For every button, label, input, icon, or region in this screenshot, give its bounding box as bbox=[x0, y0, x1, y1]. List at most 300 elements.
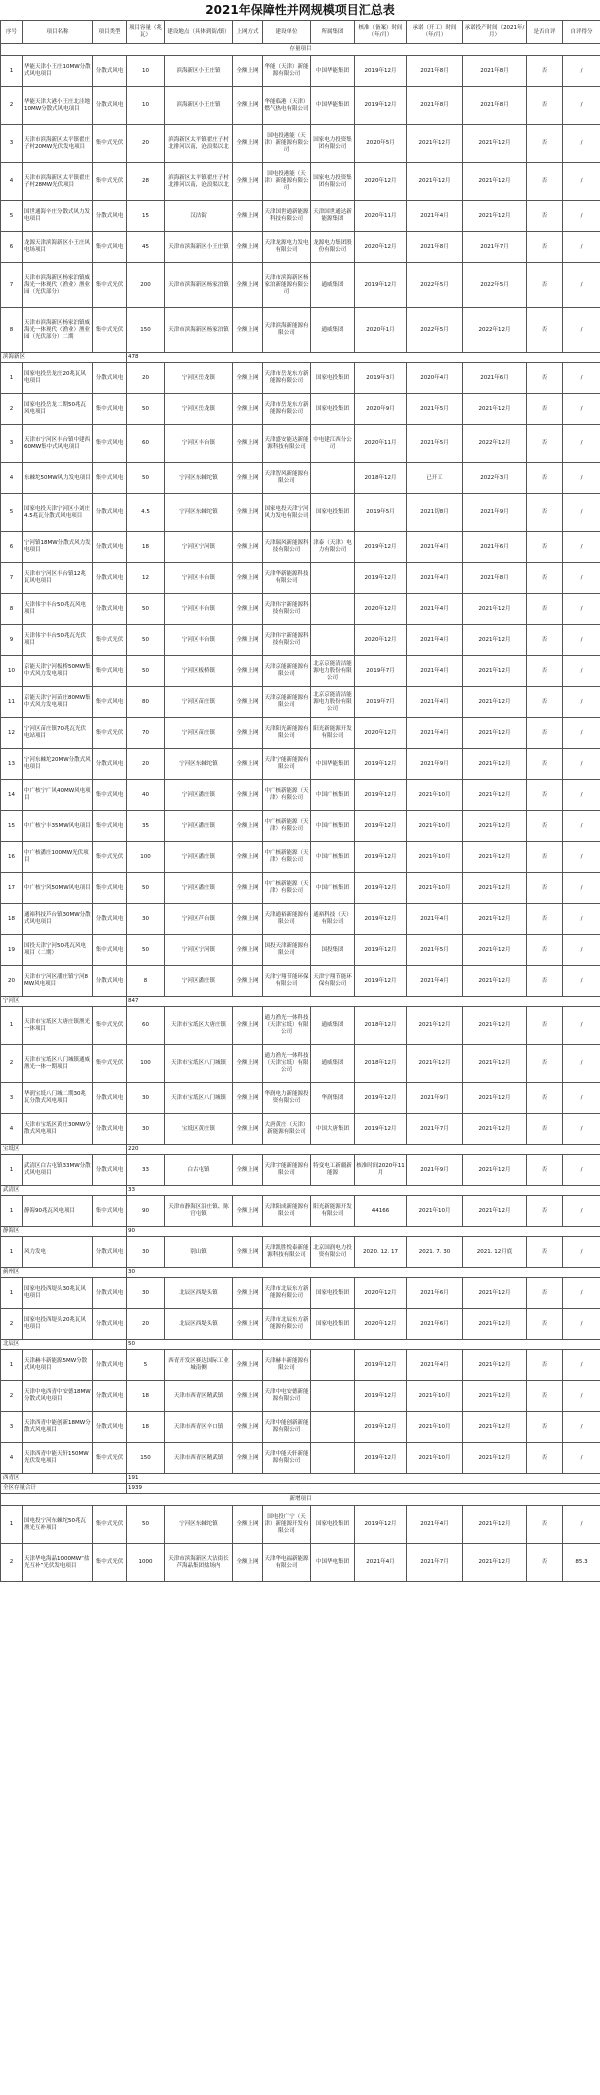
table-cell bbox=[311, 563, 355, 594]
region-subtotal-row bbox=[1, 1484, 600, 1494]
table-cell: 天津市岳龙东方新能源有限公司 bbox=[263, 363, 311, 394]
table-cell: 1 bbox=[1, 1350, 23, 1381]
table-cell: 60 bbox=[127, 1007, 165, 1045]
table-cell: 中国广核集团 bbox=[311, 842, 355, 873]
table-cell: 2022年3月 bbox=[463, 463, 527, 494]
table-cell: 天津伟宇丰台50兆瓦风电项目 bbox=[23, 594, 93, 625]
table-cell: 全额上网 bbox=[233, 425, 263, 463]
table-row bbox=[1, 1114, 600, 1145]
table-cell: / bbox=[563, 163, 600, 201]
table-cell: / bbox=[563, 904, 600, 935]
table-cell: / bbox=[563, 201, 600, 232]
table-cell: 国家电投西堤头30兆瓦风电项目 bbox=[23, 1278, 93, 1309]
table-cell: 2021年4月 bbox=[407, 1350, 463, 1381]
table-cell: 集中式风电 bbox=[93, 873, 127, 904]
column-header: 建设单位 bbox=[263, 21, 311, 44]
table-cell: 2021年10月 bbox=[407, 1443, 463, 1474]
table-cell: 华能天津大港小王庄北洼地10MW分散式风电项目 bbox=[23, 87, 93, 125]
table-cell: 2021年7月 bbox=[407, 1114, 463, 1145]
table-cell: 核准时间2020年11月 bbox=[355, 1155, 407, 1186]
table-row bbox=[1, 780, 600, 811]
table-cell: 天津市滨海新区杨家泊新能源有限公司 bbox=[263, 263, 311, 308]
table-cell: 否 bbox=[527, 1350, 563, 1381]
table-cell: 集中式风电 bbox=[93, 811, 127, 842]
table-cell: 2021年6月 bbox=[463, 532, 527, 563]
table-cell: 全额上网 bbox=[233, 532, 263, 563]
table-cell: 天津阳成新能源有限公司 bbox=[263, 1196, 311, 1227]
table-cell: 否 bbox=[527, 263, 563, 308]
table-cell: 中国华能集团 bbox=[311, 749, 355, 780]
table-cell: 2021年12月 bbox=[463, 966, 527, 997]
table-row bbox=[1, 1155, 600, 1186]
table-row bbox=[1, 811, 600, 842]
table-cell: / bbox=[563, 56, 600, 87]
table-row bbox=[1, 1381, 600, 1412]
table-cell: 2018年12月 bbox=[355, 463, 407, 494]
table-row bbox=[1, 425, 600, 463]
table-cell: 天津市宁河区潘庄镇宁河8MW风电项目 bbox=[23, 966, 93, 997]
table-cell: 30 bbox=[127, 1114, 165, 1145]
table-cell: 全额上网 bbox=[233, 463, 263, 494]
table-cell: 北辰区西堤头镇 bbox=[165, 1309, 233, 1340]
table-cell: 90 bbox=[127, 1196, 165, 1227]
table-cell: 宁河区芦台镇 bbox=[165, 904, 233, 935]
table-cell: 全额上网 bbox=[233, 1278, 263, 1309]
table-cell: 8 bbox=[1, 308, 23, 353]
table-cell: 集中式光伏 bbox=[93, 842, 127, 873]
table-cell: 否 bbox=[527, 1155, 563, 1186]
table-cell: 否 bbox=[527, 780, 563, 811]
table-cell: 分散式风电 bbox=[93, 904, 127, 935]
table-cell: 全额上网 bbox=[233, 1309, 263, 1340]
column-header: 建设地点（具体到街/镇） bbox=[165, 21, 233, 44]
table-cell: / bbox=[563, 811, 600, 842]
table-cell: 12 bbox=[1, 718, 23, 749]
table-cell: 2021年10月 bbox=[407, 1381, 463, 1412]
table-cell: 全额上网 bbox=[233, 687, 263, 718]
table-cell: 35 bbox=[127, 811, 165, 842]
table-cell: 集中式风电 bbox=[93, 232, 127, 263]
table-cell: 大唐黄庄（天津）新能源有限公司 bbox=[263, 1114, 311, 1145]
table-cell: / bbox=[563, 842, 600, 873]
table-cell: 否 bbox=[527, 1506, 563, 1544]
table-cell: 分散式风电 bbox=[93, 1278, 127, 1309]
table-cell: 集中式风电 bbox=[93, 935, 127, 966]
table-cell: 全额上网 bbox=[233, 563, 263, 594]
table-cell: 6 bbox=[1, 232, 23, 263]
table-cell: 2021年9月 bbox=[407, 1083, 463, 1114]
table-cell: 分散式风电 bbox=[93, 1381, 127, 1412]
table-cell: 中国华能集团 bbox=[311, 56, 355, 87]
table-cell: 2021年12月 bbox=[463, 163, 527, 201]
table-cell: 2 bbox=[1, 1544, 23, 1582]
table-cell: 宁河区岳龙镇 bbox=[165, 394, 233, 425]
table-cell: 全额上网 bbox=[233, 811, 263, 842]
table-cell: 北京京能清洁能源电力股份有限公司 bbox=[311, 687, 355, 718]
header-row bbox=[1, 21, 600, 44]
table-cell: 2020年11月 bbox=[355, 201, 407, 232]
table-cell: 宁河区丰台镇 bbox=[165, 625, 233, 656]
table-cell: 阳光新能源开发有限公司 bbox=[311, 1196, 355, 1227]
table-cell: 2019年3月 bbox=[355, 363, 407, 394]
table-row bbox=[1, 1083, 600, 1114]
table-cell: 2021年4月 bbox=[407, 904, 463, 935]
table-cell: 静海90兆瓦风电项目 bbox=[23, 1196, 93, 1227]
table-cell: 2021年12月 bbox=[463, 625, 527, 656]
table-cell: 集中式风电 bbox=[93, 1196, 127, 1227]
table-cell: 否 bbox=[527, 56, 563, 87]
table-cell: 集中式光伏 bbox=[93, 1045, 127, 1083]
table-cell: 天津市宝坻区八门城镇通威渔光一体一期项目 bbox=[23, 1045, 93, 1083]
table-cell: 宁河区东棘坨镇 bbox=[165, 1506, 233, 1544]
table-cell: 天津市北辰东方新能源有限公司 bbox=[263, 1309, 311, 1340]
table-cell: 全额上网 bbox=[233, 935, 263, 966]
table-cell: 国投天津宁河50兆瓦风电项目（二期） bbox=[23, 935, 93, 966]
table-cell: 国家电投天津宁河区小刘庄4.5兆瓦分散式风电项目 bbox=[23, 494, 93, 532]
table-cell: 2021年12月 bbox=[407, 163, 463, 201]
table-cell: 分散式风电 bbox=[93, 749, 127, 780]
table-cell: 11 bbox=[1, 687, 23, 718]
table-cell: / bbox=[563, 494, 600, 532]
table-cell: / bbox=[563, 935, 600, 966]
table-cell: 天津市静海区沿庄镇、陈官屯镇 bbox=[165, 1196, 233, 1227]
table-cell: 全额上网 bbox=[233, 1114, 263, 1145]
table-cell: 否 bbox=[527, 904, 563, 935]
table-cell: 北辰区西堤头镇 bbox=[165, 1278, 233, 1309]
table-cell: / bbox=[563, 363, 600, 394]
table-cell: 否 bbox=[527, 394, 563, 425]
table-cell: 2021年12月 bbox=[463, 1506, 527, 1544]
table-cell: 2018年12月 bbox=[355, 1007, 407, 1045]
table-cell: 5 bbox=[127, 1350, 165, 1381]
table-cell: 天津市宝坻区大唐庄镇 bbox=[165, 1007, 233, 1045]
table-cell: 8 bbox=[1, 594, 23, 625]
table-cell: 30 bbox=[127, 1237, 165, 1268]
table-cell: 通裕科技芦台镇30MW分散式风电项目 bbox=[23, 904, 93, 935]
table-cell: 3 bbox=[1, 1412, 23, 1443]
table-cell: 7 bbox=[1, 263, 23, 308]
table-cell: / bbox=[563, 1196, 600, 1227]
table-cell: 否 bbox=[527, 1196, 563, 1227]
table-cell: 国电投港能（天津）新能源有限公司 bbox=[263, 163, 311, 201]
table-cell: 2021年12月 bbox=[463, 935, 527, 966]
table-cell: 天津凯胜悦泰新能源科技有限公司 bbox=[263, 1237, 311, 1268]
table-cell: 全额上网 bbox=[233, 308, 263, 353]
table-cell: 否 bbox=[527, 425, 563, 463]
table-cell: 中国大唐集团 bbox=[311, 1114, 355, 1145]
table-cell: / bbox=[563, 594, 600, 625]
table-cell: 20 bbox=[127, 1309, 165, 1340]
table-row bbox=[1, 718, 600, 749]
section-label: 存量项目 bbox=[1, 44, 600, 56]
table-cell: 2019年12月 bbox=[355, 1350, 407, 1381]
table-cell: 全额上网 bbox=[233, 656, 263, 687]
table-cell: 天津市宝坻区黄庄30MW分散式风电项目 bbox=[23, 1114, 93, 1145]
table-cell: 分散式风电 bbox=[93, 1114, 127, 1145]
table-cell: 85.3 bbox=[563, 1544, 600, 1582]
table-cell: 华润集团 bbox=[311, 1083, 355, 1114]
table-cell: 全额上网 bbox=[233, 263, 263, 308]
region-subtotal-row bbox=[1, 353, 600, 363]
table-cell: 2019年12月 bbox=[355, 87, 407, 125]
table-cell: 50 bbox=[127, 594, 165, 625]
table-cell: 2021年12月 bbox=[407, 1045, 463, 1083]
table-cell: / bbox=[563, 1506, 600, 1544]
table-cell: 北京国润电力投资有限公司 bbox=[311, 1237, 355, 1268]
table-cell: 全额上网 bbox=[233, 56, 263, 87]
table-cell: / bbox=[563, 1412, 600, 1443]
table-cell: 44166 bbox=[355, 1196, 407, 1227]
table-cell: 全额上网 bbox=[233, 718, 263, 749]
table-cell: 天津龙源电力发电有限公司 bbox=[263, 232, 311, 263]
table-cell: 宁河区苗庄镇 bbox=[165, 718, 233, 749]
table-row bbox=[1, 125, 600, 163]
table-cell: 天津宇能新能源有限公司 bbox=[263, 1155, 311, 1186]
table-cell: 宁河区东棘坨镇 bbox=[165, 463, 233, 494]
table-cell: 2019年5月 bbox=[355, 494, 407, 532]
table-cell: 2020年12月 bbox=[355, 718, 407, 749]
column-header: 承诺投产时间（2021年/月） bbox=[463, 21, 527, 44]
table-cell: 宁河区岳龙镇 bbox=[165, 363, 233, 394]
table-cell bbox=[311, 625, 355, 656]
table-cell: 中国广核集团 bbox=[311, 811, 355, 842]
table-cell: 16 bbox=[1, 842, 23, 873]
table-cell: 2020年12月 bbox=[355, 594, 407, 625]
region-total-capacity: 1939 bbox=[127, 1484, 600, 1494]
table-cell: 2021年6月 bbox=[463, 363, 527, 394]
table-cell: 2021年7月 bbox=[463, 232, 527, 263]
table-cell: 2019年12月 bbox=[355, 1443, 407, 1474]
table-cell: 全额上网 bbox=[233, 87, 263, 125]
table-cell: 风力发电 bbox=[23, 1237, 93, 1268]
table-cell: 集中式风电 bbox=[93, 463, 127, 494]
table-cell: 全额上网 bbox=[233, 780, 263, 811]
table-cell: 天津宁能新能源有限公司 bbox=[263, 749, 311, 780]
table-cell: 2021年4月 bbox=[407, 563, 463, 594]
table-cell: / bbox=[563, 1007, 600, 1045]
table-cell: / bbox=[563, 394, 600, 425]
table-cell: 2 bbox=[1, 1309, 23, 1340]
table-cell: 18 bbox=[127, 532, 165, 563]
table-cell: 2021年4月 bbox=[407, 1506, 463, 1544]
table-cell: 天津宁翔节能环保有限公司 bbox=[311, 966, 355, 997]
table-row bbox=[1, 263, 600, 308]
table-cell: 15 bbox=[1, 811, 23, 842]
table-row bbox=[1, 842, 600, 873]
region-name: 滨海新区 bbox=[1, 353, 127, 363]
table-cell: 中广核新能源（天津）有限公司 bbox=[263, 780, 311, 811]
table-cell: 天津中电西青中安德18MW分散式风电项目 bbox=[23, 1381, 93, 1412]
table-cell: 国投天津新能源有限公司 bbox=[263, 935, 311, 966]
table-cell: 100 bbox=[127, 842, 165, 873]
table-cell: 2021年10月 bbox=[407, 873, 463, 904]
table-cell: 分散式风电 bbox=[93, 966, 127, 997]
table-cell: 否 bbox=[527, 935, 563, 966]
table-cell: 全额上网 bbox=[233, 1196, 263, 1227]
table-cell: 天津中电安德新能源有限公司 bbox=[263, 1381, 311, 1412]
table-cell: 全额上网 bbox=[233, 1443, 263, 1474]
table-cell: 天津市宁河区丰台镇中建西60MW集中式风电项目 bbox=[23, 425, 93, 463]
table-cell bbox=[311, 594, 355, 625]
table-cell: 2019年12月 bbox=[355, 56, 407, 87]
table-cell: 否 bbox=[527, 308, 563, 353]
table-cell: 2021年10月 bbox=[407, 842, 463, 873]
table-cell: 2021年12月 bbox=[463, 780, 527, 811]
table-cell: 全额上网 bbox=[233, 1083, 263, 1114]
table-cell: 国家电投天津宁河风力发电有限公司 bbox=[263, 494, 311, 532]
table-cell: 全额上网 bbox=[233, 625, 263, 656]
region-name: 全区存量合计 bbox=[1, 1484, 127, 1494]
table-cell: / bbox=[563, 1114, 600, 1145]
table-cell: 50 bbox=[127, 873, 165, 904]
column-header: 核准（备案）时间（年/月） bbox=[355, 21, 407, 44]
table-cell: 国家电投集团 bbox=[311, 363, 355, 394]
table-cell: 否 bbox=[527, 594, 563, 625]
table-cell: / bbox=[563, 749, 600, 780]
table-cell: 分散式风电 bbox=[93, 56, 127, 87]
table-cell: 2019年12月 bbox=[355, 811, 407, 842]
table-cell: 全额上网 bbox=[233, 394, 263, 425]
table-cell: 2021年6月 bbox=[407, 1309, 463, 1340]
table-cell: 2021年12月 bbox=[463, 656, 527, 687]
table-row bbox=[1, 308, 600, 353]
table-cell: 全额上网 bbox=[233, 1506, 263, 1544]
table-cell: / bbox=[563, 625, 600, 656]
table-cell: 40 bbox=[127, 780, 165, 811]
column-header: 项目名称 bbox=[23, 21, 93, 44]
table-cell: 50 bbox=[127, 625, 165, 656]
table-row bbox=[1, 363, 600, 394]
table-cell: 通裕科技（天）有限公司 bbox=[311, 904, 355, 935]
section-label: 新增项目 bbox=[1, 1494, 600, 1506]
table-cell: 2021年4月 bbox=[407, 718, 463, 749]
table-cell: 2020. 12. 17 bbox=[355, 1237, 407, 1268]
table-cell: 龙源天津滨海新区小王庄风电场项目 bbox=[23, 232, 93, 263]
table-cell: / bbox=[563, 1083, 600, 1114]
table-cell: / bbox=[563, 1350, 600, 1381]
section-header-row bbox=[1, 44, 600, 56]
table-cell: 4.5 bbox=[127, 494, 165, 532]
table-cell: 2019年12月 bbox=[355, 873, 407, 904]
table-cell: 中广核新能源（天津）有限公司 bbox=[263, 842, 311, 873]
table-cell: 2020年12月 bbox=[355, 1309, 407, 1340]
table-cell: / bbox=[563, 532, 600, 563]
table-cell: 天津市滨海新区杨家泊镇 bbox=[165, 263, 233, 308]
table-cell: 全额上网 bbox=[233, 1544, 263, 1582]
table-cell: 分散式风电 bbox=[93, 1350, 127, 1381]
table-cell: 7 bbox=[1, 563, 23, 594]
region-name: 北辰区 bbox=[1, 1340, 127, 1350]
table-cell: 已开工 bbox=[407, 463, 463, 494]
table-cell: 2021年12月 bbox=[463, 1083, 527, 1114]
table-cell: 2018年12月 bbox=[355, 1045, 407, 1083]
table-cell: 2021年9月 bbox=[407, 749, 463, 780]
table-cell: 天津国世通达新能源集团 bbox=[311, 201, 355, 232]
table-cell: / bbox=[563, 463, 600, 494]
table-cell: 中广核宁风50MW风电项目 bbox=[23, 873, 93, 904]
table-cell: 否 bbox=[527, 1544, 563, 1582]
table-cell: 2021年9月 bbox=[463, 494, 527, 532]
column-header: 项目容量（兆瓦） bbox=[127, 21, 165, 44]
table-row bbox=[1, 904, 600, 935]
region-name: 武清区 bbox=[1, 1186, 127, 1196]
table-cell: 否 bbox=[527, 811, 563, 842]
table-cell: 2020年12月 bbox=[355, 232, 407, 263]
table-cell: / bbox=[563, 718, 600, 749]
table-cell: 2020年5月 bbox=[355, 125, 407, 163]
table-cell: 宁河区潘庄镇 bbox=[165, 811, 233, 842]
table-cell: 2021年5月 bbox=[407, 394, 463, 425]
region-total-capacity: 50 bbox=[127, 1340, 600, 1350]
table-cell bbox=[311, 1350, 355, 1381]
table-cell: 2021年4月 bbox=[407, 625, 463, 656]
table-cell: 2021年12月 bbox=[463, 1544, 527, 1582]
table-cell: 否 bbox=[527, 1443, 563, 1474]
table-cell: 20 bbox=[127, 125, 165, 163]
table-cell: 天津中能创新新能源有限公司 bbox=[263, 1412, 311, 1443]
table-cell: 2019年12月 bbox=[355, 1381, 407, 1412]
table-cell: 2019年12月 bbox=[355, 532, 407, 563]
table-cell: 滨海新区小王庄镇 bbox=[165, 87, 233, 125]
region-subtotal-row bbox=[1, 1145, 600, 1155]
table-cell: 天津京能新能源有限公司 bbox=[263, 656, 311, 687]
table-cell: 宁河区丰台镇 bbox=[165, 563, 233, 594]
table-cell: 2 bbox=[1, 87, 23, 125]
table-cell: 3 bbox=[1, 125, 23, 163]
table-cell: 2019年12月 bbox=[355, 563, 407, 594]
table-cell: 1 bbox=[1, 1278, 23, 1309]
table-cell: 特变电工新疆新能源 bbox=[311, 1155, 355, 1186]
table-cell: 分散式风电 bbox=[93, 363, 127, 394]
table-cell: 集中式光伏 bbox=[93, 125, 127, 163]
table-cell: 18 bbox=[1, 904, 23, 935]
table-cell: 2021年12月 bbox=[463, 1007, 527, 1045]
column-header: 所属集团 bbox=[311, 21, 355, 44]
table-cell: 12 bbox=[127, 563, 165, 594]
table-cell: 天津宁翔节能环保有限公司 bbox=[263, 966, 311, 997]
table-cell: 2 bbox=[1, 1045, 23, 1083]
table-cell: / bbox=[563, 308, 600, 353]
table-cell: 2020年12月 bbox=[355, 1278, 407, 1309]
table-cell: 集中式光伏 bbox=[93, 1544, 127, 1582]
table-cell: / bbox=[563, 1381, 600, 1412]
table-cell: 4 bbox=[1, 1114, 23, 1145]
table-row bbox=[1, 625, 600, 656]
table-row bbox=[1, 749, 600, 780]
table-cell: 2021年12月 bbox=[463, 1278, 527, 1309]
region-total-capacity: 30 bbox=[127, 1268, 600, 1278]
table-cell: 国家电投集团 bbox=[311, 1278, 355, 1309]
table-cell: 分散式风电 bbox=[93, 563, 127, 594]
table-row bbox=[1, 494, 600, 532]
table-cell: 否 bbox=[527, 873, 563, 904]
table-cell: 集中式光伏 bbox=[93, 163, 127, 201]
table-cell: 2021年4月 bbox=[407, 201, 463, 232]
table-cell: 中电建江西分公司 bbox=[311, 425, 355, 463]
table-cell: 全额上网 bbox=[233, 1155, 263, 1186]
table-cell: 否 bbox=[527, 749, 563, 780]
region-total-capacity: 220 bbox=[127, 1145, 600, 1155]
table-row bbox=[1, 163, 600, 201]
table-cell: 否 bbox=[527, 494, 563, 532]
table-cell: 天津市滨海新区杨家泊镇威海光一体现代（渔业）渔业园（光伏部分）二期 bbox=[23, 308, 93, 353]
region-name: 宝坻区 bbox=[1, 1145, 127, 1155]
table-cell: 宁河区丰台镇 bbox=[165, 594, 233, 625]
table-cell: 4 bbox=[1, 1443, 23, 1474]
table-cell: 阳光新能源开发有限公司 bbox=[311, 718, 355, 749]
region-subtotal-row bbox=[1, 1340, 600, 1350]
table-cell: / bbox=[563, 1309, 600, 1340]
